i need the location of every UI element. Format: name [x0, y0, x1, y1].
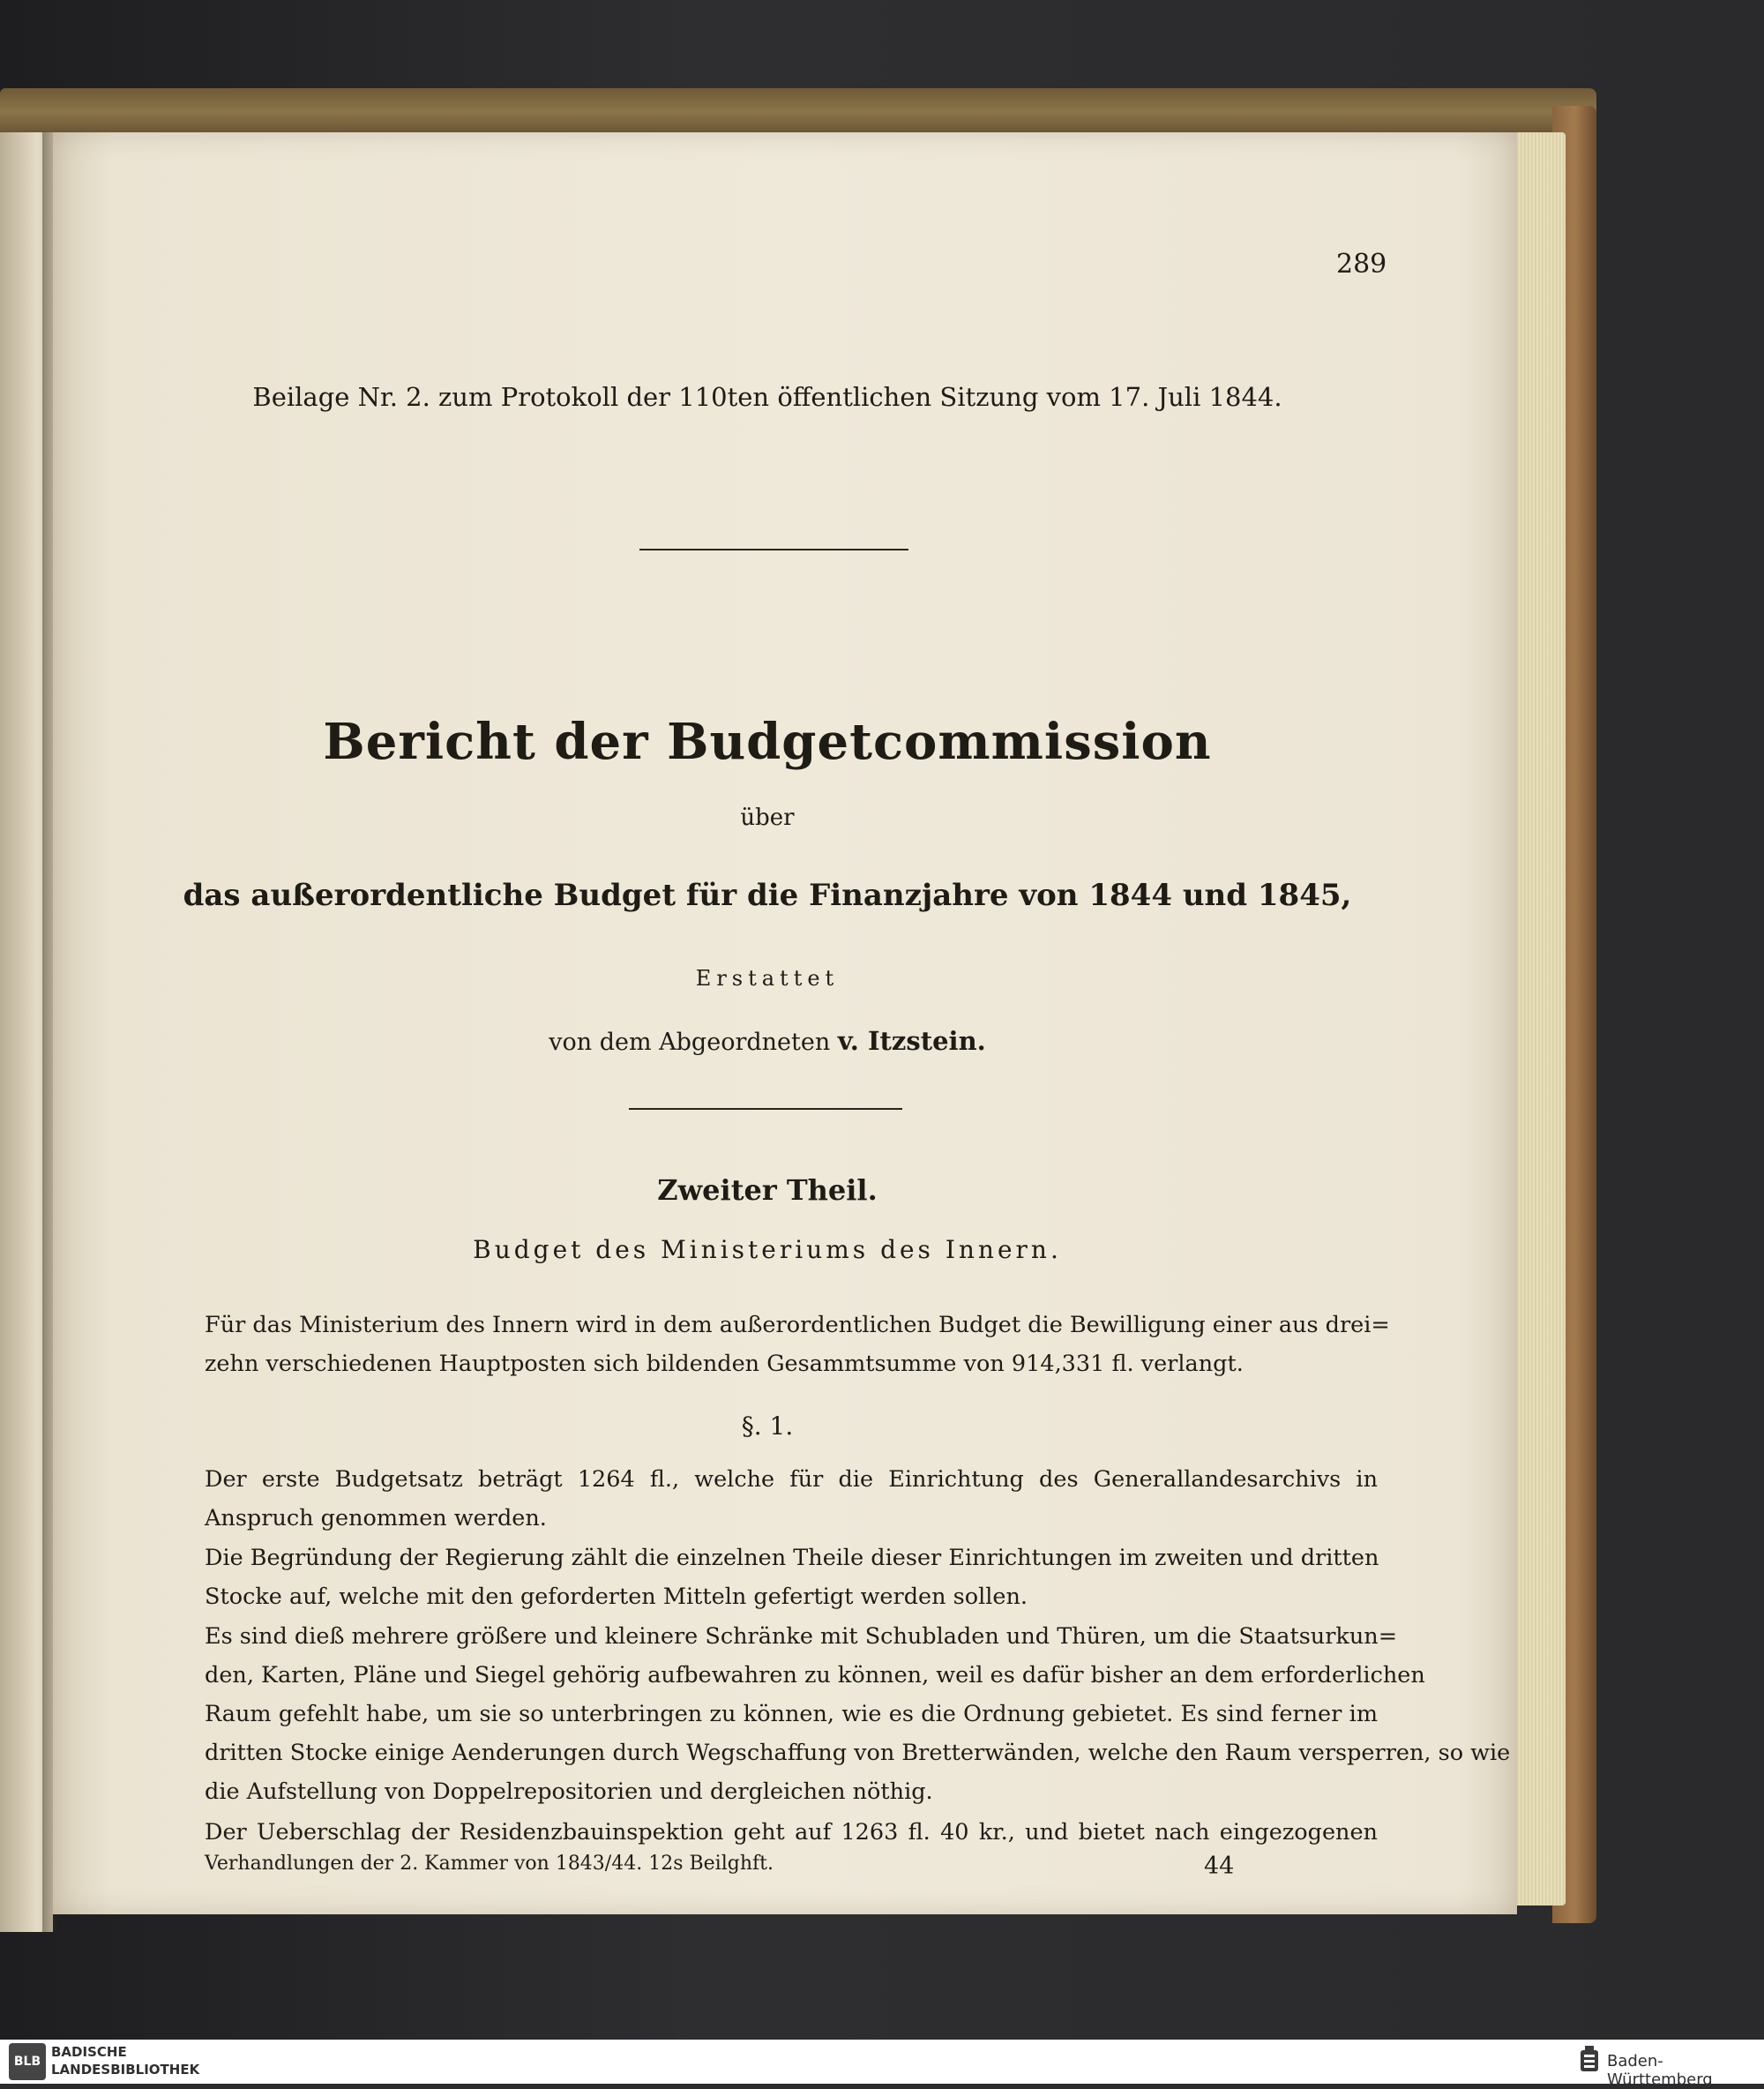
budget-title: Budget des Ministeriums des Innern.	[473, 1235, 1062, 1264]
text-line: Stocke auf, welche mit den geforderten Mitteln gefertigt werden sollen.	[205, 1584, 1028, 1610]
report-title: Bericht der Budgetcommission	[323, 713, 1212, 771]
page-footer: Verhandlungen der 2. Kammer von 1843/44. 12s Beilghft.	[205, 1853, 774, 1875]
top-rule	[639, 549, 908, 550]
text-line: Die Begründung der Regierung zählt die einzelnen Theile dieser Einrichtungen im zweiten und dritten	[205, 1545, 1379, 1571]
text-line: den, Karten, Pläne und Siegel gehörig aufbewahren zu können, weil es dafür bisher an dem erforderlichen	[205, 1662, 1425, 1688]
blb-logo-text[interactable]	[51, 2043, 199, 2078]
erstattet-line: Erstattet	[695, 966, 840, 991]
blb-line-1: BADISCHE	[51, 2044, 127, 2060]
section-label: §. 1.	[741, 1411, 794, 1441]
author-rule	[629, 1108, 902, 1110]
text-line: Der Ueberschlag der Residenzbauinspektion geht auf 1263 fl. 40 kr., und bietet nach eingezogenen	[205, 1819, 1378, 1846]
paragraph-3	[205, 1617, 1511, 1811]
intro-paragraph	[205, 1306, 1390, 1383]
author-prefix: von dem Abgeordneten	[549, 1029, 831, 1056]
text-line: zehn verschiedenen Hauptposten sich bildenden Gesammtsumme von 914,331 fl. verlangt.	[205, 1351, 1244, 1377]
text-line: Es sind dieß mehrere größere und kleinere Schränke mit Schubladen und Thüren, um die Staatsurkun=	[205, 1623, 1398, 1650]
paragraph-2	[205, 1539, 1378, 1616]
text-line: Für das Ministerium des Innern wird in dem außerordentlichen Budget die Bewilligung einer aus drei=	[205, 1312, 1390, 1338]
part-title: Zweiter Theil.	[657, 1173, 878, 1207]
paragraph-1	[205, 1460, 1378, 1538]
text-line: Anspruch genommen werden.	[205, 1505, 547, 1531]
author-name: v. Itzstein.	[837, 1026, 986, 1056]
text-line: dritten Stocke einige Aenderungen durch Wegschaffung von Bretterwänden, welche den Raum versperren, so wie	[205, 1740, 1511, 1766]
blb-logo-icon[interactable]	[9, 2043, 46, 2080]
blb-line-2: LANDESBIBLIOTHEK	[51, 2062, 200, 2078]
page-number: 289	[1336, 249, 1387, 280]
text-line: Der erste Budgetsatz beträgt 1264 fl., welche für die Einrichtung des Generallandesarchivs in	[205, 1466, 1378, 1493]
baden-wuerttemberg-crest-icon[interactable]	[1577, 2045, 1602, 2077]
report-subject: das außerordentliche Budget für die Finanzjahre von 1844 und 1845,	[183, 878, 1352, 913]
baden-wuerttemberg-label[interactable]: Baden-Württemberg	[1607, 2052, 1713, 2089]
text-line: die Aufstellung von Doppelrepositorien und dergleichen nöthig.	[205, 1778, 933, 1805]
paragraph-4	[205, 1813, 1378, 1852]
provider-bar	[0, 2040, 1764, 2084]
blb-logo-mark: BLB	[13, 2055, 41, 2069]
signature-number: 44	[1204, 1853, 1235, 1880]
protocol-header: Beilage Nr. 2. zum Protokoll der 110ten öffentlichen Sitzung vom 17. Juli 1844.	[252, 382, 1282, 412]
page-edges	[1513, 132, 1566, 1906]
ueber-line: über	[740, 805, 795, 831]
text-line: Raum gefehlt habe, um sie so unterbringen zu können, wie es die Ordnung gebietet. Es sind ferner im	[205, 1701, 1378, 1727]
author-line	[106, 1026, 1429, 1056]
